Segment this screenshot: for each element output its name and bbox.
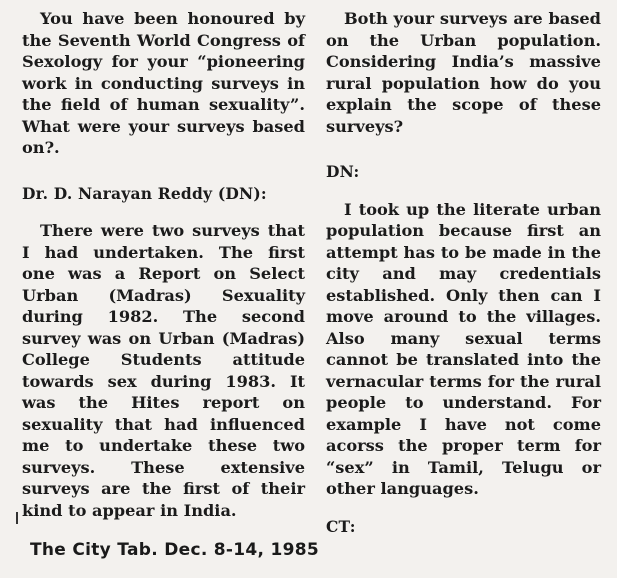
right-column xyxy=(326,0,601,537)
margin-mark xyxy=(16,512,18,524)
left-column xyxy=(22,0,305,521)
speaker-dn-full: Dr. D. Narayan Reddy (DN): xyxy=(22,183,267,203)
answer-literate-urban: I took up the literate urban population because first an attempt has to be made in the city and may credentials established. Only then can I move around to the villages. Also many sexual terms cannot be translated into the vernacular terms for the rural people to understand. For example I have not come acorss the proper term for “sex” in Tamil, Telugu or other languages. xyxy=(326,199,601,498)
answer-two-surveys: There were two surveys that I had undertaken. The first one was a Report on Select Urban (Madras) Sexuality during 1982. The second survey was on Urban (Madras) College Students attitude towards sex during 1983. It was the Hites report on sexuality that had influenced me to undertake these two surveys. These extensive surveys are the first of their kind to appear in India. xyxy=(22,221,305,520)
question-surveys-basis: You have been honoured by the Seventh World Congress of Sexology for your “pioneering work in conducting surveys in the field of human sexuality”. What were your surveys based on?. xyxy=(22,9,305,157)
speaker-ct: CT: xyxy=(326,516,356,536)
speaker-dn: DN: xyxy=(326,162,360,181)
source-citation: The City Tab. Dec. 8-14, 1985 xyxy=(30,540,320,560)
question-urban-population: Both your surveys are based on the Urban population. Considering India’s massive rural population how do you explain the scope of these surveys? xyxy=(326,9,601,136)
